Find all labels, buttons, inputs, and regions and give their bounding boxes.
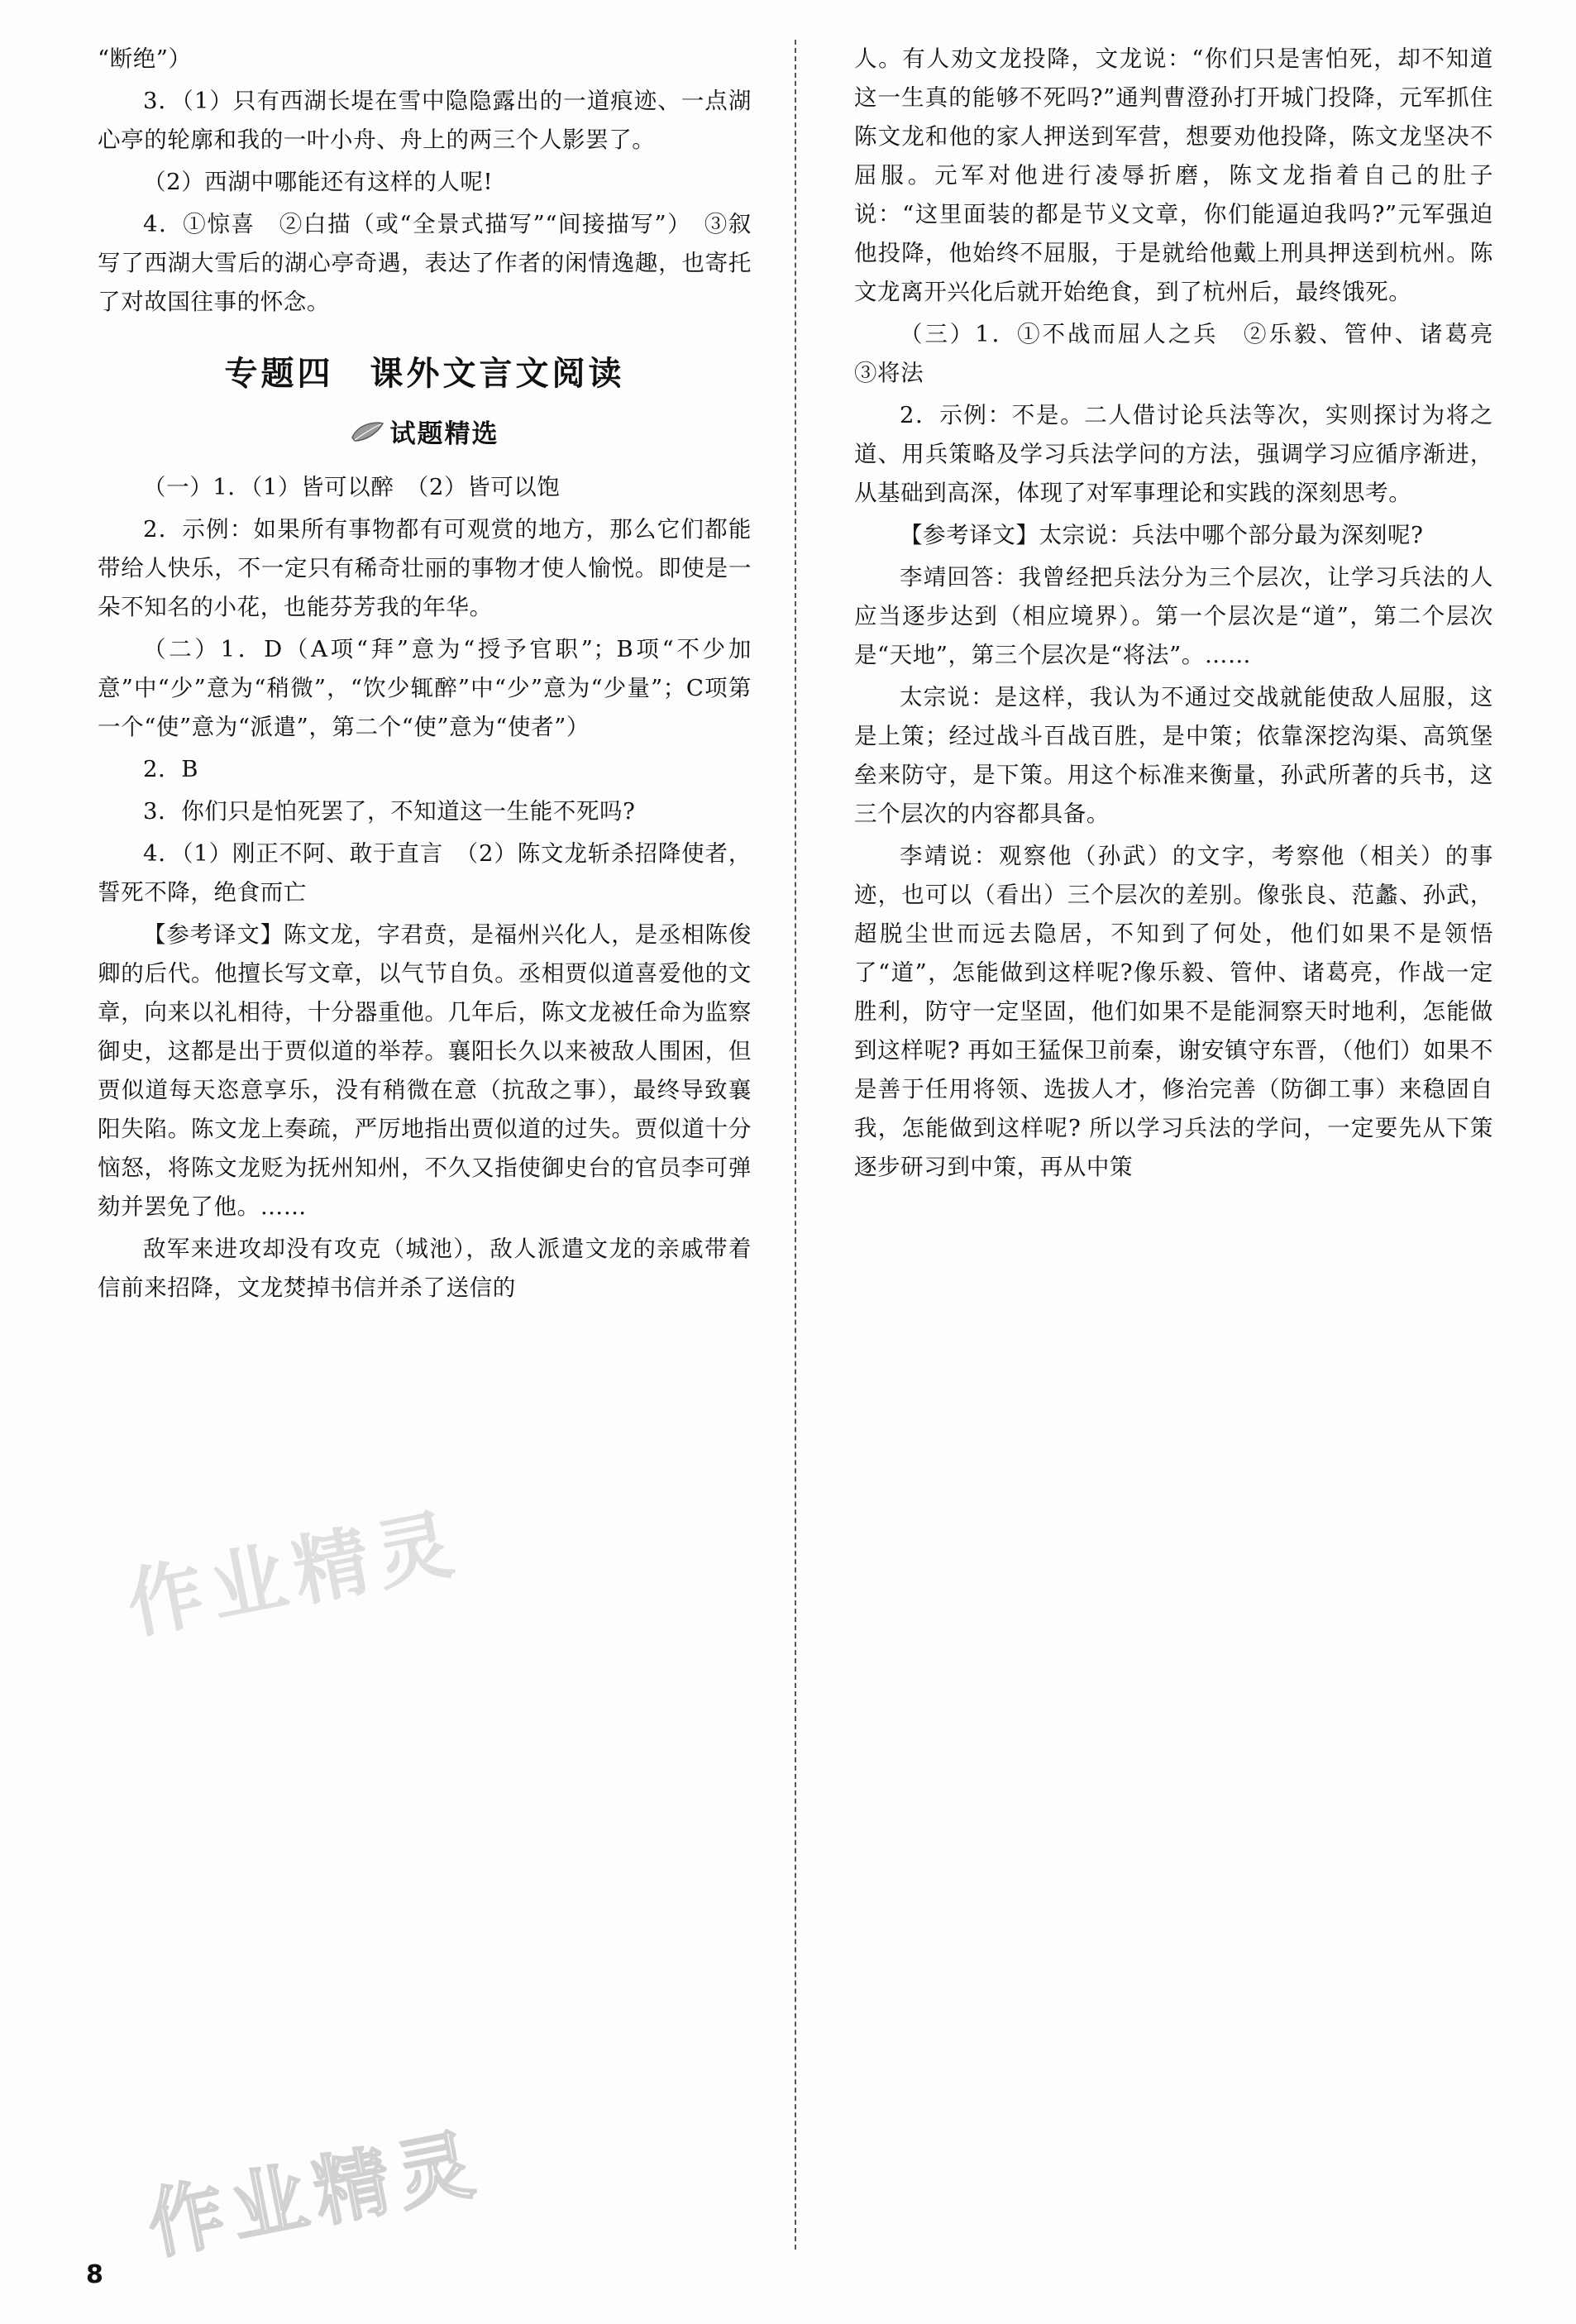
paragraph-right-4: 李靖回答：我曾经把兵法分为三个层次，让学习兵法的人应当逐步达到（相应境界）。第一个层次是“道”，第二个层次是“天地”，第三个层次是“将法”。……: [853, 564, 1493, 668]
watermark-bottom: 作业精灵: [140, 2118, 489, 2270]
left-column: [98, 40, 788, 2250]
watermark-top: 作业精灵: [119, 1498, 468, 1650]
section-title: 专题四 课外文言文阅读: [224, 354, 625, 393]
paragraph-left-9: 4．（1）刚正不阿、敢于直言 （2）陈文龙斩杀招降使者，誓死不降，绝食而亡: [98, 840, 752, 906]
paragraph-left-10: 【参考译文】陈文龙，字君贲，是福州兴化人，是丞相陈俊卿的后代。他擅长写文章，以气节自负。丞相贾似道喜爱他的文章，向来以礼相待，十分器重他。几年后，陈文龙被任命为监察御史，这都是出于贾似道的举荐。襄阳长久以来被敌人围困，但贾似道每天恣意享乐，没有稍微在意（抗敌之事），最终导致襄阳失陷。陈文龙上奏疏，严厉地指出贾似道的过失。贾似道十分恼怒，将陈文龙贬为抚州知州，不久又指使御史台的官员李可弹劾并罢免了他。……: [98, 921, 752, 1220]
paragraph-left-4: （一）1．（1）皆可以醉 （2）皆可以饱: [143, 474, 561, 500]
paragraph-right-2: 2．示例：不是。二人借讨论兵法等次，实则探讨为将之道、用兵策略及学习兵法学问的方法，强调学习应循序渐进，从基础到高深，体现了对军事理论和实践的深刻思考。: [853, 402, 1493, 506]
paragraph-left-11: 敌军来进攻却没有攻克（城池），敌人派遣文龙的亲戚带着信前来招降，文龙焚掉书信并杀了送信的: [98, 1236, 752, 1301]
subsection-heading: [98, 413, 752, 450]
paragraph-left-8: 3．你们只是怕死罢了，不知道这一生能不死吗?: [143, 798, 636, 825]
paragraph-left-0: “断绝”）: [98, 45, 192, 72]
leaf-icon: [350, 419, 384, 444]
paragraph-right-3: 【参考译文】太宗说：兵法中哪个部分最为深刻呢?: [899, 522, 1424, 548]
paragraph-right-5: 太宗说：是这样，我认为不通过交战就能使敌人屈服，这是上策；经过战斗百战百胜，是中策；依靠深挖沟渠、高筑堡垒来防守，是下策。用这个标准来衡量，孙武所著的兵书，这三个层次的内容都具备。: [853, 684, 1493, 827]
paragraph-left-5: 2．示例：如果所有事物都有可观赏的地方，那么它们都能带给人快乐，不一定只有稀奇壮丽的事物才使人愉悦。即使是一朵不知名的小花，也能芬芳我的年华。: [98, 516, 752, 620]
paragraph-right-1: （三）1．①不战而屈人之兵 ②乐毅、管仲、诸葛亮 ③将法: [853, 321, 1517, 386]
paragraph-left-7: 2．B: [143, 756, 199, 782]
two-column-body: [98, 40, 1517, 2250]
paragraph-right-0: 人。有人劝文龙投降，文龙说：“你们只是害怕死，却不知道这一生真的能够不死吗?”通判曹澄孙打开城门投降，元军抓住陈文龙和他的家人押送到军营，想要劝他投降，陈文龙坚决不屈服。元军对他进行凌辱折磨，陈文龙指着自己的肚子说：“这里面装的都是节义文章，你们能逼迫我吗?”元军强迫他投降，他始终不屈服，于是就给他戴上刑具押送到杭州。陈文龙离开兴化后就开始绝食，到了杭州后，最终饿死。: [853, 45, 1493, 305]
paragraph-left-2: （2）西湖中哪能还有这样的人呢!: [143, 169, 494, 195]
paragraph-left-3: 4．①惊喜 ②白描（或“全景式描写”“间接描写”） ③叙写了西湖大雪后的湖心亭奇遇，表达了作者的闲情逸趣，也寄托了对故国往事的怀念。: [98, 211, 752, 315]
paragraph-left-6: （二）1．D（A项“拜”意为“授予官职”；B项“不少加意”中“少”意为“稍微”，“饮少辄醉”中“少”意为“少量”；C项第一个“使”意为“派遣”，第二个“使”意为“使者”）: [98, 636, 752, 740]
column-divider: [795, 40, 796, 2250]
right-column: [803, 40, 1517, 2250]
paragraph-left-1: 3．（1）只有西湖长堤在雪中隐隐露出的一道痕迹、一点湖心亭的轮廓和我的一叶小舟、舟上的两三个人影罢了。: [98, 88, 752, 153]
page-number: 8: [86, 2260, 103, 2289]
subsection-title: 试题精选: [389, 419, 499, 449]
paragraph-right-6: 李靖说：观察他（孙武）的文字，考察他（相关）的事迹，也可以（看出）三个层次的差别。像张良、范蠡、孙武，超脱尘世而远去隐居，不知到了何处，他们如果不是领悟了“道”，怎能做到这样呢?像乐毅、管仲、诸葛亮，作战一定胜利，防守一定坚固，他们如果不是能洞察天时地利，怎能做到这样呢? 再如王猛保卫前秦，谢安镇守东晋，（他们）如果不是善于任用将领、选拔人才，修治完善（防御工事）来稳固自我，怎能做到这样呢? 所以学习兵法的学问，一定要先从下策逐步研习到中策，再从中策: [853, 843, 1493, 1180]
